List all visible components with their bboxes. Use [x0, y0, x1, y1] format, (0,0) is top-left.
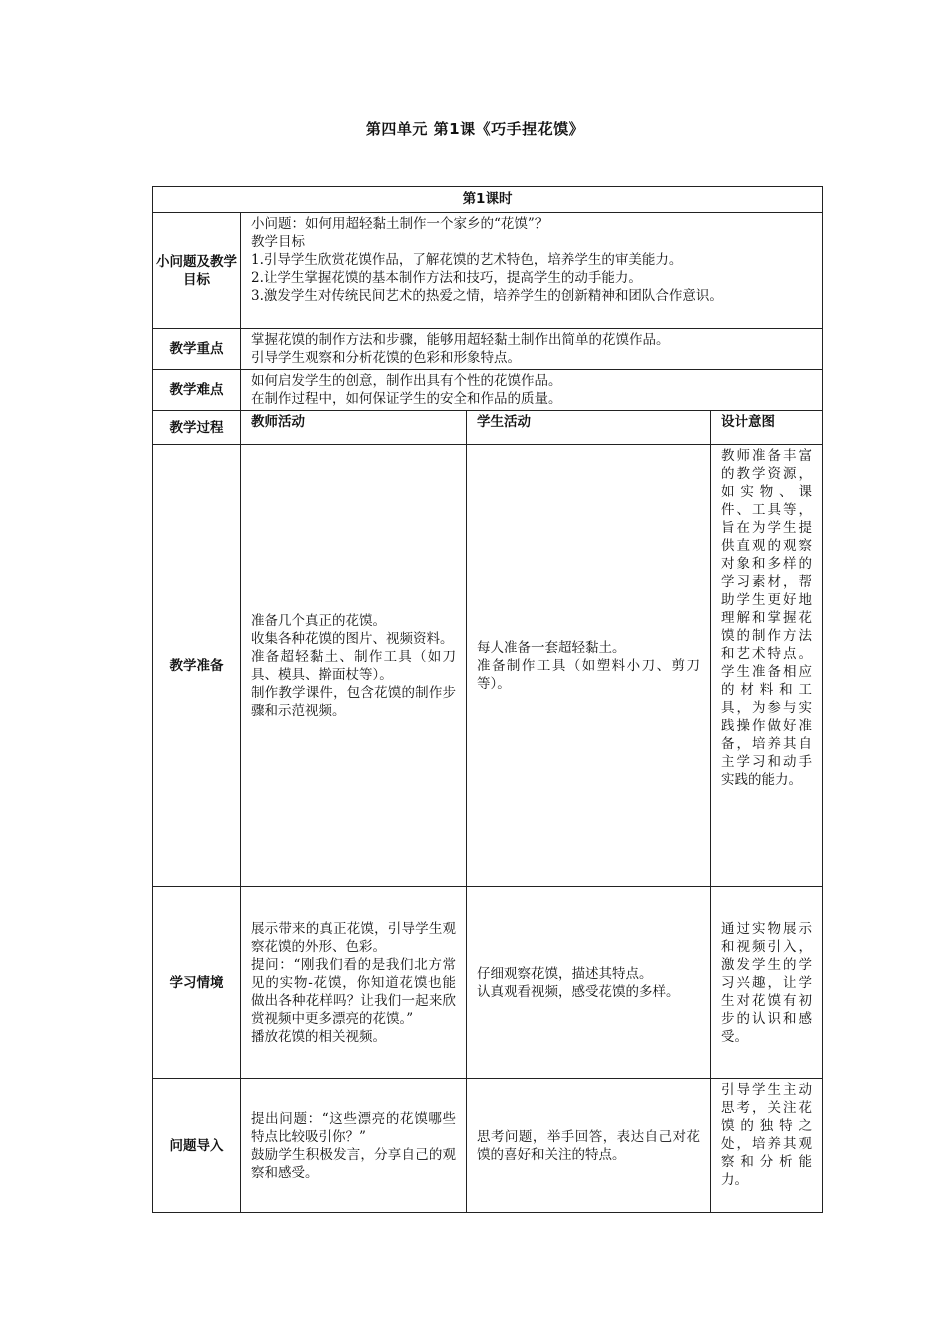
- row-label: 问题导入: [153, 1079, 241, 1213]
- key-points-row: [153, 329, 823, 370]
- activity-line: 展示带来的真正花馍，引导学生观察花馍的外形、色彩。: [251, 920, 456, 955]
- activity-line: 准备制作工具（如塑料小刀、剪刀等）。: [477, 657, 700, 692]
- difficulties-label: 教学难点: [153, 370, 241, 411]
- student-activity-header: 学生活动: [467, 411, 711, 445]
- teacher-activity-cell: [241, 887, 467, 1079]
- activity-line: 提出问题：“这些漂亮的花馍哪些特点比较吸引你？”: [251, 1110, 456, 1145]
- period-row: [153, 187, 823, 213]
- goals-label: 小问题及教学目标: [153, 213, 241, 329]
- process-label: 教学过程: [153, 411, 241, 445]
- document-title: 第四单元 第1课《巧手捏花馍》: [365, 120, 585, 138]
- student-activity-cell: [467, 445, 711, 887]
- goal-item: 2.让学生掌握花馍的基本制作方法和技巧，提高学生的动手能力。: [251, 270, 642, 286]
- key-points-content: [241, 329, 823, 370]
- situation-row: [153, 887, 823, 1079]
- activity-line: 鼓励学生积极发言，分享自己的观察和感受。: [251, 1146, 456, 1181]
- goal-item: 3.激发学生对传统民间艺术的热爱之情，培养学生的创新精神和团队合作意识。: [251, 288, 723, 304]
- activity-line: 提问：“刚我们看的是我们北方常见的实物-花馍，你知道花馍也能做出各种花样吗？让我们一起来欣赏视频中更多漂亮的花馍。”: [251, 956, 456, 1027]
- activity-line: 每人准备一套超轻黏土。: [477, 639, 626, 656]
- activity-line: 收集各种花馍的图片、视频资料。: [251, 630, 454, 647]
- row-label: 教学准备: [153, 445, 241, 887]
- lesson-plan-table: [152, 186, 823, 1213]
- question-row: [153, 1079, 823, 1213]
- design-intent-cell: 教师准备丰富的教学资源，如实物、课件、工具等，旨在为学生提供直观的观察对象和多样的学习素材，帮助学生更好地理解和掌握花馍的制作方法和艺术特点。学生准备相应的材料和工具，为参与实践操作做好准备，培养其自主学习和动手实践的能力。: [711, 445, 823, 887]
- design-intent-cell: 引导学生主动思考，关注花馍的独特之处，培养其观察和分析能力。: [711, 1079, 823, 1213]
- preparation-row: [153, 445, 823, 887]
- key-points-label: 教学重点: [153, 329, 241, 370]
- goals-content: [241, 213, 823, 329]
- process-header-row: [153, 411, 823, 445]
- key-point-item: 掌握花馍的制作方法和步骤，能够用超轻黏土制作出简单的花馍作品。: [251, 332, 670, 348]
- activity-line: 准备超轻黏土、制作工具（如刀具、模具、擀面杖等）。: [251, 648, 456, 683]
- design-intent-header: 设计意图: [711, 411, 823, 445]
- difficulty-item: 在制作过程中，如何保证学生的安全和作品的质量。: [251, 391, 562, 407]
- difficulties-content: [241, 370, 823, 411]
- teacher-activity-cell: [241, 445, 467, 887]
- difficulties-row: [153, 370, 823, 411]
- activity-line: 认真观看视频，感受花馍的多样。: [477, 983, 680, 1000]
- student-activity-cell: [467, 1079, 711, 1213]
- goal-item: 1.引导学生欣赏花馍作品，了解花馍的艺术特色，培养学生的审美能力。: [251, 252, 683, 268]
- goals-row: [153, 213, 823, 329]
- student-activity-cell: [467, 887, 711, 1079]
- goals-question: 小问题：如何用超轻黏土制作一个家乡的“花馍”？: [251, 216, 549, 232]
- activity-line: 制作教学课件，包含花馍的制作步骤和示范视频。: [251, 684, 456, 719]
- activity-line: 思考问题，举手回答，表达自己对花馍的喜好和关注的特点。: [477, 1128, 700, 1163]
- design-intent-cell: 通过实物展示和视频引入，激发学生的学习兴趣，让学生对花馍有初步的认识和感受。: [711, 887, 823, 1079]
- difficulty-item: 如何启发学生的创意，制作出具有个性的花馍作品。: [251, 373, 562, 389]
- period-header: 第1课时: [153, 187, 823, 213]
- activity-line: 仔细观察花馍，描述其特点。: [477, 965, 653, 982]
- teacher-activity-cell: [241, 1079, 467, 1213]
- key-point-item: 引导学生观察和分析花馍的色彩和形象特点。: [251, 350, 521, 366]
- goals-heading: 教学目标: [251, 234, 305, 250]
- activity-line: 播放花馍的相关视频。: [251, 1028, 386, 1045]
- row-label: 学习情境: [153, 887, 241, 1079]
- activity-line: 准备几个真正的花馍。: [251, 612, 386, 629]
- teacher-activity-header: 教师活动: [241, 411, 467, 445]
